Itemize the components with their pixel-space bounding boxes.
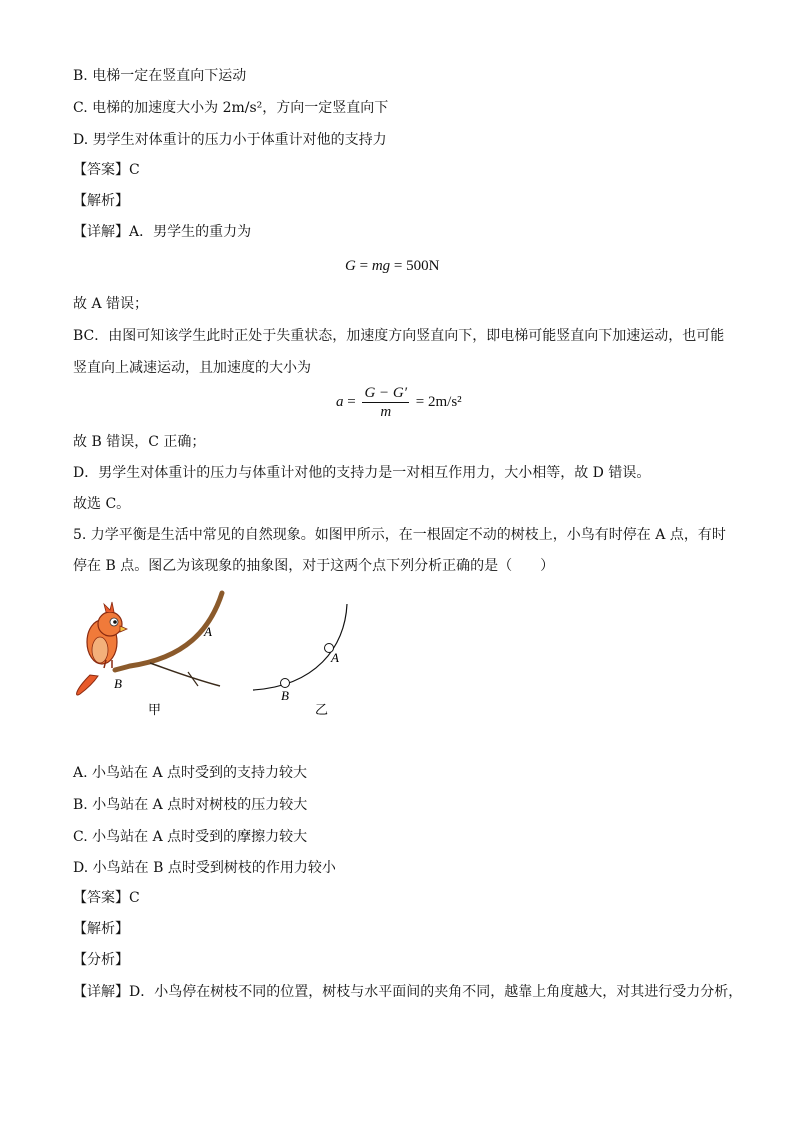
q5-option-a: A. 小鸟站在 A 点时受到的支持力较大 bbox=[73, 765, 308, 781]
equation-weight: G = mg = 500N bbox=[345, 258, 440, 274]
point-b-label: B bbox=[114, 676, 122, 691]
q5-line-1: 5. 力学平衡是生活中常见的自然现象。如图甲所示，在一根固定不动的树枝上，小鸟有时停在 A 点，有时 bbox=[73, 527, 726, 543]
bc-line-2: 竖直向上减速运动，且加速度的大小为 bbox=[73, 360, 311, 376]
equation-acceleration: a = $\frac{G - G'}{m}$ = 2m/s² bbox=[336, 385, 462, 420]
fenxi-label: 【分析】 bbox=[73, 952, 129, 968]
option-c: C. 电梯的加速度大小为 2m/s²，方向一定竖直向下 bbox=[73, 100, 389, 116]
a-wrong: 故 A 错误； bbox=[73, 296, 149, 312]
bc-line-1: BC．由图可知该学生此时正处于失重状态，加速度方向竖直向下，即电梯可能竖直向下加速运动，也可能 bbox=[73, 328, 725, 344]
ball-b bbox=[281, 679, 290, 688]
answer-label: 【答案】C bbox=[73, 162, 140, 178]
b-wrong: 故 B 错误，C 正确； bbox=[73, 434, 206, 450]
q5-option-c: C. 小鸟站在 A 点时受到的摩擦力较大 bbox=[73, 829, 308, 845]
option-d: D. 男学生对体重计的压力小于体重计对他的支持力 bbox=[73, 132, 387, 148]
q5-option-d: D. 小鸟站在 B 点时受到树枝的作用力较小 bbox=[73, 860, 336, 876]
analysis-label-2: 【解析】 bbox=[73, 921, 129, 937]
detail-d: 【详解】D．小鸟停在树枝不同的位置，树枝与水平面间的夹角不同，越靠上角度越大，对其进行受力分析， bbox=[73, 984, 743, 1000]
point-a-label: A bbox=[204, 624, 212, 639]
figure-jia-label: 甲 bbox=[148, 703, 162, 718]
d-line: D．男学生对体重计的压力与体重计对他的支持力是一对相互作用力，大小相等，故 D 错误。 bbox=[73, 465, 651, 481]
figure-yi-label: 乙 bbox=[315, 703, 329, 718]
point-a-label-yi: A bbox=[331, 650, 339, 665]
fraction: $\frac{G - G'}{m}$ bbox=[364, 385, 408, 420]
analysis-label: 【解析】 bbox=[73, 193, 129, 209]
option-b: B. 电梯一定在竖直向下运动 bbox=[73, 68, 247, 84]
q5-option-b: B. 小鸟站在 A 点时对树枝的压力较大 bbox=[73, 797, 308, 813]
twig bbox=[150, 663, 220, 686]
detail-a: 【详解】A．男学生的重力为 bbox=[73, 224, 252, 240]
choose-c: 故选 C。 bbox=[73, 496, 131, 512]
point-b-label-yi: B bbox=[281, 688, 289, 703]
figure-yi bbox=[245, 598, 365, 722]
answer-label-2: 【答案】C bbox=[73, 890, 140, 906]
figure-jia bbox=[70, 590, 240, 720]
q5-line-2: 停在 B 点。图乙为该现象的抽象图，对于这两个点下列分析正确的是（ ） bbox=[73, 558, 555, 574]
